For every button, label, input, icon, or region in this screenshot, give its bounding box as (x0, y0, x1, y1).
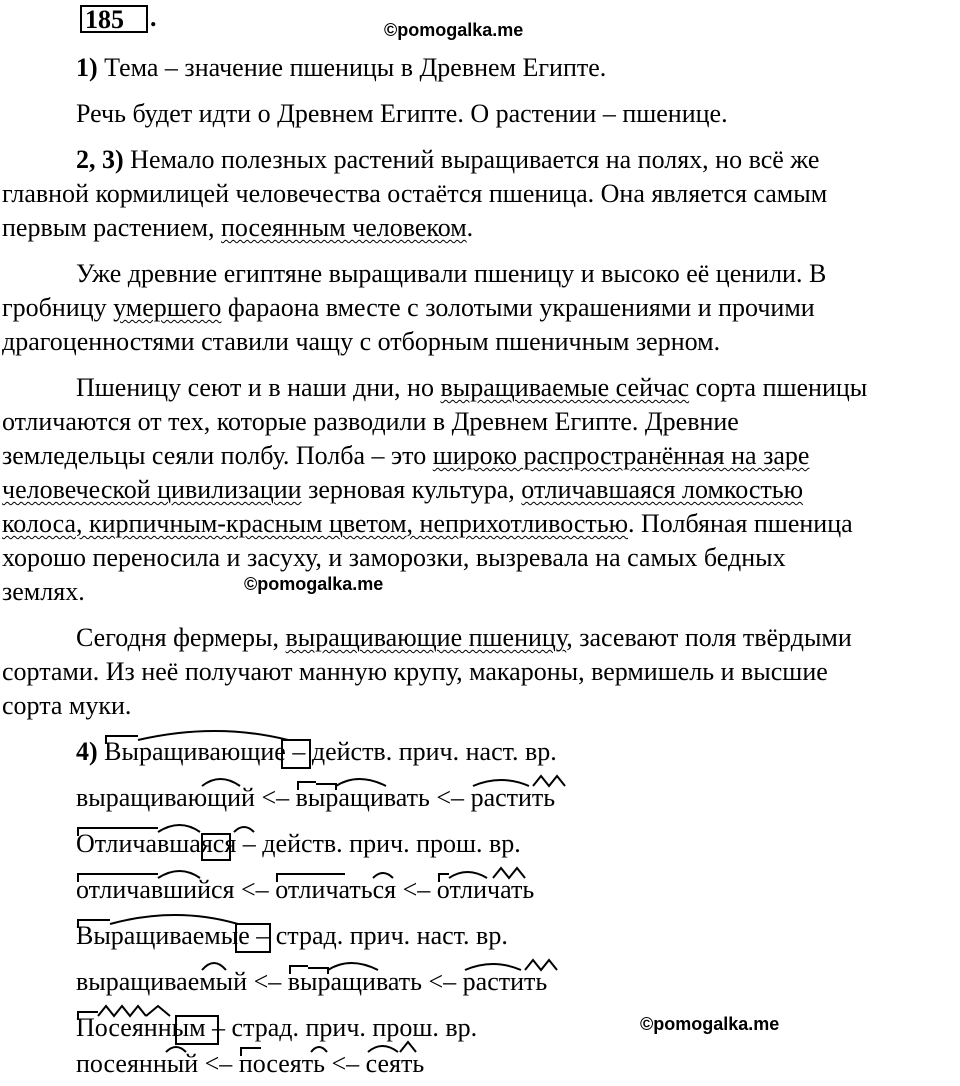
word: выращивать (295, 783, 430, 812)
morpheme-word (437, 874, 534, 906)
paragraph-line (0, 440, 960, 472)
exercise-number-dot: . (150, 3, 157, 32)
paragraph-line (0, 292, 960, 324)
paragraph-text: Немало полезных растений выращивается на полях, но всё же (123, 145, 820, 174)
paragraph-text: Тема – значение пшеницы в Древнем Египте. (97, 53, 607, 82)
paragraph-line (0, 622, 960, 654)
paragraph-text: Речь будет идти о Древнем Египте. О растении – пшенице. (76, 99, 728, 128)
paragraph-text: сорта пшеницы (689, 373, 868, 402)
paragraph-text: земледельцы сеяли полбу. Полба – это (2, 441, 433, 470)
word: Посеянным (76, 1013, 206, 1042)
analysis-row (0, 920, 960, 952)
paragraph-line (0, 508, 960, 540)
word: Выращиваемые (76, 921, 250, 950)
word: посеять (238, 1049, 325, 1078)
analysis-row (0, 736, 960, 768)
word: выращиваемый (76, 967, 248, 996)
paragraph-line (0, 474, 960, 506)
analysis-row (0, 874, 960, 906)
morpheme-word (76, 966, 247, 998)
paragraph-text: Сегодня фермеры, (76, 623, 286, 652)
word: Выращивающие (104, 737, 286, 766)
paragraph-line: Уже древние египтяне выращивали пшеницу и высоко её ценили. В (76, 259, 827, 288)
word: выращивающий (76, 783, 255, 812)
analysis-row (0, 966, 960, 998)
paragraph-line: отличаются от тех, которые разводили в Древнем Египте. Древние (2, 407, 739, 436)
paragraph-line (0, 372, 960, 404)
morpheme-word (76, 782, 255, 814)
paragraph-line (0, 212, 960, 244)
item-number: 1) (76, 53, 98, 82)
participial-phrase: выращивающие пшеницу (285, 623, 567, 652)
exercise-number: 185 (85, 5, 124, 34)
participial-phrase: посеянным человеком (220, 213, 467, 242)
morpheme-word (239, 1048, 325, 1080)
arrow: <– (198, 1049, 239, 1078)
morpheme-word (366, 1048, 425, 1080)
morpheme-word (296, 782, 430, 814)
arrow: <– (324, 1049, 366, 1078)
paragraph-line: драгоценностями ставили чащу с отборным пшеничным зерном. (2, 327, 721, 356)
grammar-note: – действ. прич. наст. вр. (285, 737, 557, 766)
participial-phrase: отличавшаяся ломкостью (521, 475, 804, 504)
word: отличаться (275, 875, 397, 904)
arrow: <– (247, 967, 288, 996)
analysis-row (0, 1012, 960, 1044)
paragraph-text: гробницу (2, 293, 114, 322)
grammar-note: – страд. прич. прош. вр. (205, 1013, 478, 1042)
word: отличать (436, 875, 535, 904)
word: сеять (365, 1049, 425, 1078)
watermark: ©pomogalka.me (384, 20, 524, 40)
paragraph-text: зерновая культура, (301, 475, 522, 504)
paragraph-line: землях. (2, 577, 85, 606)
paragraph-line: главной кормилицей человечества остаётся пшеница. Она является самым (2, 179, 828, 208)
paragraph-text: первым растением, (2, 213, 221, 242)
morpheme-word (76, 920, 250, 952)
morpheme-word (76, 828, 236, 860)
analysis-row (0, 828, 960, 860)
paragraph-text: фараона вместе с золотыми украшениями и прочими (221, 293, 815, 322)
word: растить (462, 967, 548, 996)
morpheme-word (288, 966, 422, 998)
word: выращивать (287, 967, 422, 996)
participial-phrase: выращиваемые сейчас (440, 373, 690, 402)
word: растить (470, 783, 556, 812)
paragraph-topic (0, 52, 960, 84)
analysis-row (0, 782, 960, 814)
exercise-number-box (80, 5, 148, 33)
grammar-note: – страд. прич. наст. вр. (249, 921, 508, 950)
paragraph-line: сорта муки. (2, 691, 132, 720)
participle: умершего (113, 293, 222, 322)
watermark: ©pomogalka.me (640, 1014, 780, 1034)
morpheme-word (471, 782, 556, 814)
morpheme-word (76, 1048, 198, 1080)
grammar-note: – действ. прич. прош. вр. (236, 829, 521, 858)
participial-phrase: колоса, кирпичным-красным цветом, неприхотливостью (2, 509, 629, 538)
item-number: 2, 3) (76, 145, 124, 174)
paragraph-line: сортами. Из неё получают манную крупу, макароны, вермишель и высшие (2, 657, 828, 686)
morpheme-word (76, 874, 235, 906)
morpheme-word (76, 1012, 206, 1044)
paragraph-line (0, 144, 960, 176)
item-number: 4) (76, 737, 98, 766)
paragraph-text: . Полбяная пшеница (628, 509, 853, 538)
morpheme-word (104, 736, 286, 768)
paragraph-text: . (466, 213, 474, 242)
participial-phrase: человеческой цивилизации (2, 475, 302, 504)
word: посеянный (76, 1049, 199, 1078)
arrow: <– (429, 783, 471, 812)
arrow: <– (422, 967, 463, 996)
arrow: <– (396, 875, 437, 904)
paragraph-speech (0, 98, 960, 130)
analysis-row (0, 1048, 960, 1080)
arrow: <– (234, 875, 276, 904)
paragraph-line: хорошо переносила и засуху, и заморозки, вызревала на самых бедных (2, 543, 786, 572)
morpheme-word (463, 966, 548, 998)
paragraph-text: Пшеницу сеют и в наши дни, но (76, 373, 441, 402)
morpheme-word (275, 874, 396, 906)
word: отличавшийся (76, 875, 235, 904)
paragraph-text: , засевают поля твёрдыми (566, 623, 852, 652)
arrow: <– (254, 783, 296, 812)
participial-phrase: широко распространённая на заре (432, 441, 810, 470)
watermark: ©pomogalka.me (244, 574, 384, 594)
word: Отличавшаяся (76, 829, 237, 858)
